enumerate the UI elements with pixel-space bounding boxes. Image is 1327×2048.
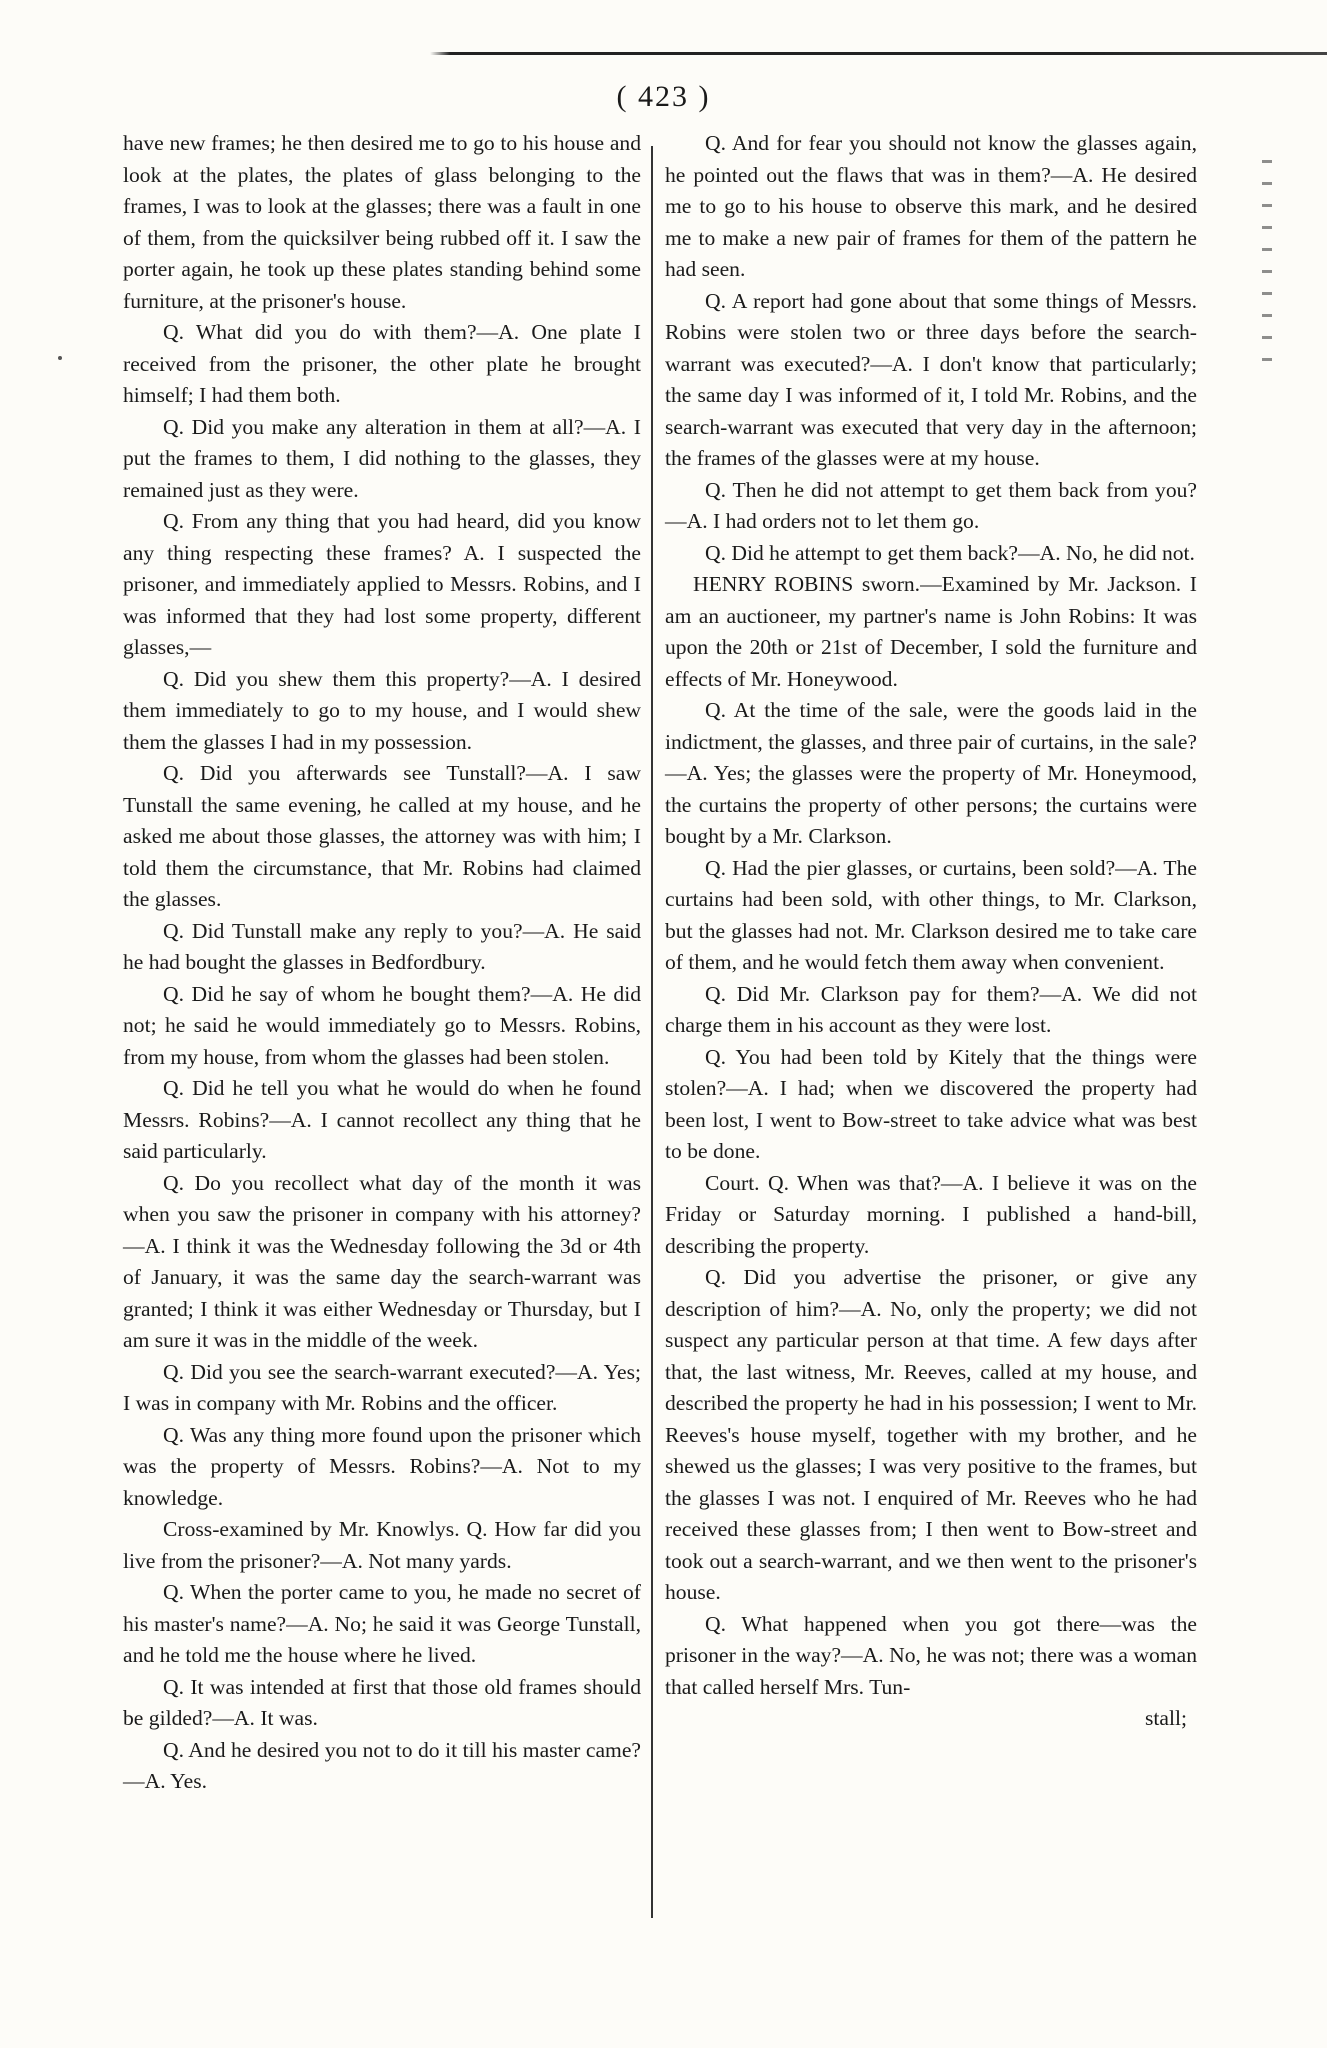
paragraph: Q. And for fear you should not know the glasses again, he pointed out the flaws that was in them?—A. He desired me to go to his house to observe this mark, and he desired me to make a new pair of frames for them of the pattern he had seen.	[665, 131, 1197, 281]
witness-heading-paragraph: HENRY ROBINS sworn.—Examined by Mr. Jackson. I am an auctioneer, my partner's name is John Robins: It was upon the 20th or 21st of December, I sold the furniture and effects of Mr. Honeywood.	[665, 572, 1197, 691]
column-divider	[651, 146, 653, 1918]
paragraph: Q. Did you see the search-warrant executed?—A. Yes; I was in company with Mr. Robins and the officer.	[123, 1359, 641, 1415]
paragraph: Q. A report had gone about that some things of Messrs. Robins were stolen two or three days before the search-warrant was executed?—A. I don't know that particularly; the same day I was informed of it, I told Mr. Robins, and the search-warrant was executed that very day in the afternoon; the frames of the glasses were at my house.	[665, 288, 1197, 470]
top-rule	[0, 52, 1327, 55]
paragraph: Q. Do you recollect what day of the month it was when you saw the prisoner in company with his attorney?—A. I think it was the Wednesday following the 3d or 4th of January, it was the same day the search-warrant was granted; I think it was either Wednesday or Thursday, but I am sure it was in the middle of the week.	[123, 1170, 641, 1352]
paragraph: Q. You had been told by Kitely that the things were stolen?—A. I had; when we discovered the property had been lost, I went to Bow-street to take advice what was best to be done.	[665, 1044, 1197, 1163]
paragraph: Q. Did you advertise the prisoner, or give any description of him?—A. No, only the property; we did not suspect any particular person at that time. A few days after that, the last witness, Mr. Reeves, called at my house, and described the property he had in his possession; I went to Mr. Reeves's house myself, together with my brother, and he shewed us the glasses; I was very positive to the frames, but the glasses I was not. I enquired of Mr. Reeves who he had received these glasses from; I then went to Bow-street and took out a search-warrant, and we then went to the prisoner's house.	[665, 1265, 1197, 1604]
paragraph: Q. Did you afterwards see Tunstall?—A. I saw Tunstall the same evening, he called at my house, and he asked me about those glasses, the attorney was with him; I told them the circumstance, that Mr. Robins had claimed the glasses.	[123, 761, 641, 911]
paragraph: Q. Did you make any alteration in them at all?—A. I put the frames to them, I did nothing to the glasses, they remained just as they were.	[123, 414, 641, 502]
margin-marks	[1262, 160, 1272, 370]
paragraph: Q. What happened when you got there—was the prisoner in the way?—A. No, he was not; there was a woman that called herself Mrs. Tun-	[665, 1611, 1197, 1699]
catchword: stall;	[1145, 1706, 1187, 1730]
paragraph: Q. Then he did not attempt to get them back from you?—A. I had orders not to let them go.	[665, 477, 1197, 533]
paragraph: Court. Q. When was that?—A. I believe it was on the Friday or Saturday morning. I published a hand-bill, describing the property.	[665, 1170, 1197, 1258]
paragraph: Cross-examined by Mr. Knowlys. Q. How far did you live from the prisoner?—A. Not many yards.	[123, 1517, 641, 1573]
paragraph: Q. When the porter came to you, he made no secret of his master's name?—A. No; he said it was George Tunstall, and he told me the house where he lived.	[123, 1580, 641, 1667]
paragraph: have new frames; he then desired me to go to his house and look at the plates, the plates of glass belonging to the frames, I was to look at the glasses; there was a fault in one of them, from the quicksilver being rubbed off it. I saw the porter again, he took up these plates standing behind some furniture, at the prisoner's house.	[123, 131, 641, 313]
paragraph: Q. It was intended at first that those old frames should be gilded?—A. It was.	[123, 1674, 641, 1730]
paragraph: Q. Did Tunstall make any reply to you?—A. He said he had bought the glasses in Bedfordbury.	[123, 918, 641, 974]
paragraph: Q. Did he say of whom he bought them?—A. He did not; he said he would immediately go to Messrs. Robins, from my house, from whom the glasses had been stolen.	[123, 981, 641, 1069]
paragraph: Q. Had the pier glasses, or curtains, been sold?—A. The curtains had been sold, with other things, to Mr. Clarkson, but the glasses had not. Mr. Clarkson desired me to take care of them, and he would fetch them away when convenient.	[665, 855, 1197, 974]
paragraph: Q. Did you shew them this property?—A. I desired them immediately to go to my house, and I would shew them the glasses I had in my possession.	[123, 666, 641, 754]
page-number: ( 423 )	[616, 80, 711, 113]
paragraph: Q. Did he attempt to get them back?—A. No, he did not.	[705, 540, 1195, 565]
paragraph: Q. Did Mr. Clarkson pay for them?—A. We did not charge them in his account as they were lost.	[665, 981, 1197, 1037]
right-column	[665, 128, 1197, 1735]
paragraph: Q. And he desired you not to do it till his master came?—A. Yes.	[123, 1737, 641, 1793]
paragraph: Q. At the time of the sale, were the goods laid in the indictment, the glasses, and three pair of curtains, in the sale?—A. Yes; the glasses were the property of Mr. Honeymood, the curtains the property of other persons; the curtains were bought by a Mr. Clarkson.	[665, 698, 1197, 848]
paragraph: Q. What did you do with them?—A. One plate I received from the prisoner, the other plate he brought himself; I had them both.	[123, 320, 641, 407]
left-column	[123, 128, 641, 1798]
paragraph: Q. Did he tell you what he would do when he found Messrs. Robins?—A. I cannot recollect any thing that he said particularly.	[123, 1076, 641, 1163]
paragraph: Q. Was any thing more found upon the prisoner which was the property of Messrs. Robins?—A. Not to my knowledge.	[123, 1422, 641, 1510]
paragraph: Q. From any thing that you had heard, did you know any thing respecting these frames? A. I suspected the prisoner, and immediately applied to Messrs. Robins, and I was informed that they had lost some property, different glasses,—	[123, 509, 641, 659]
margin-mark	[58, 356, 62, 360]
